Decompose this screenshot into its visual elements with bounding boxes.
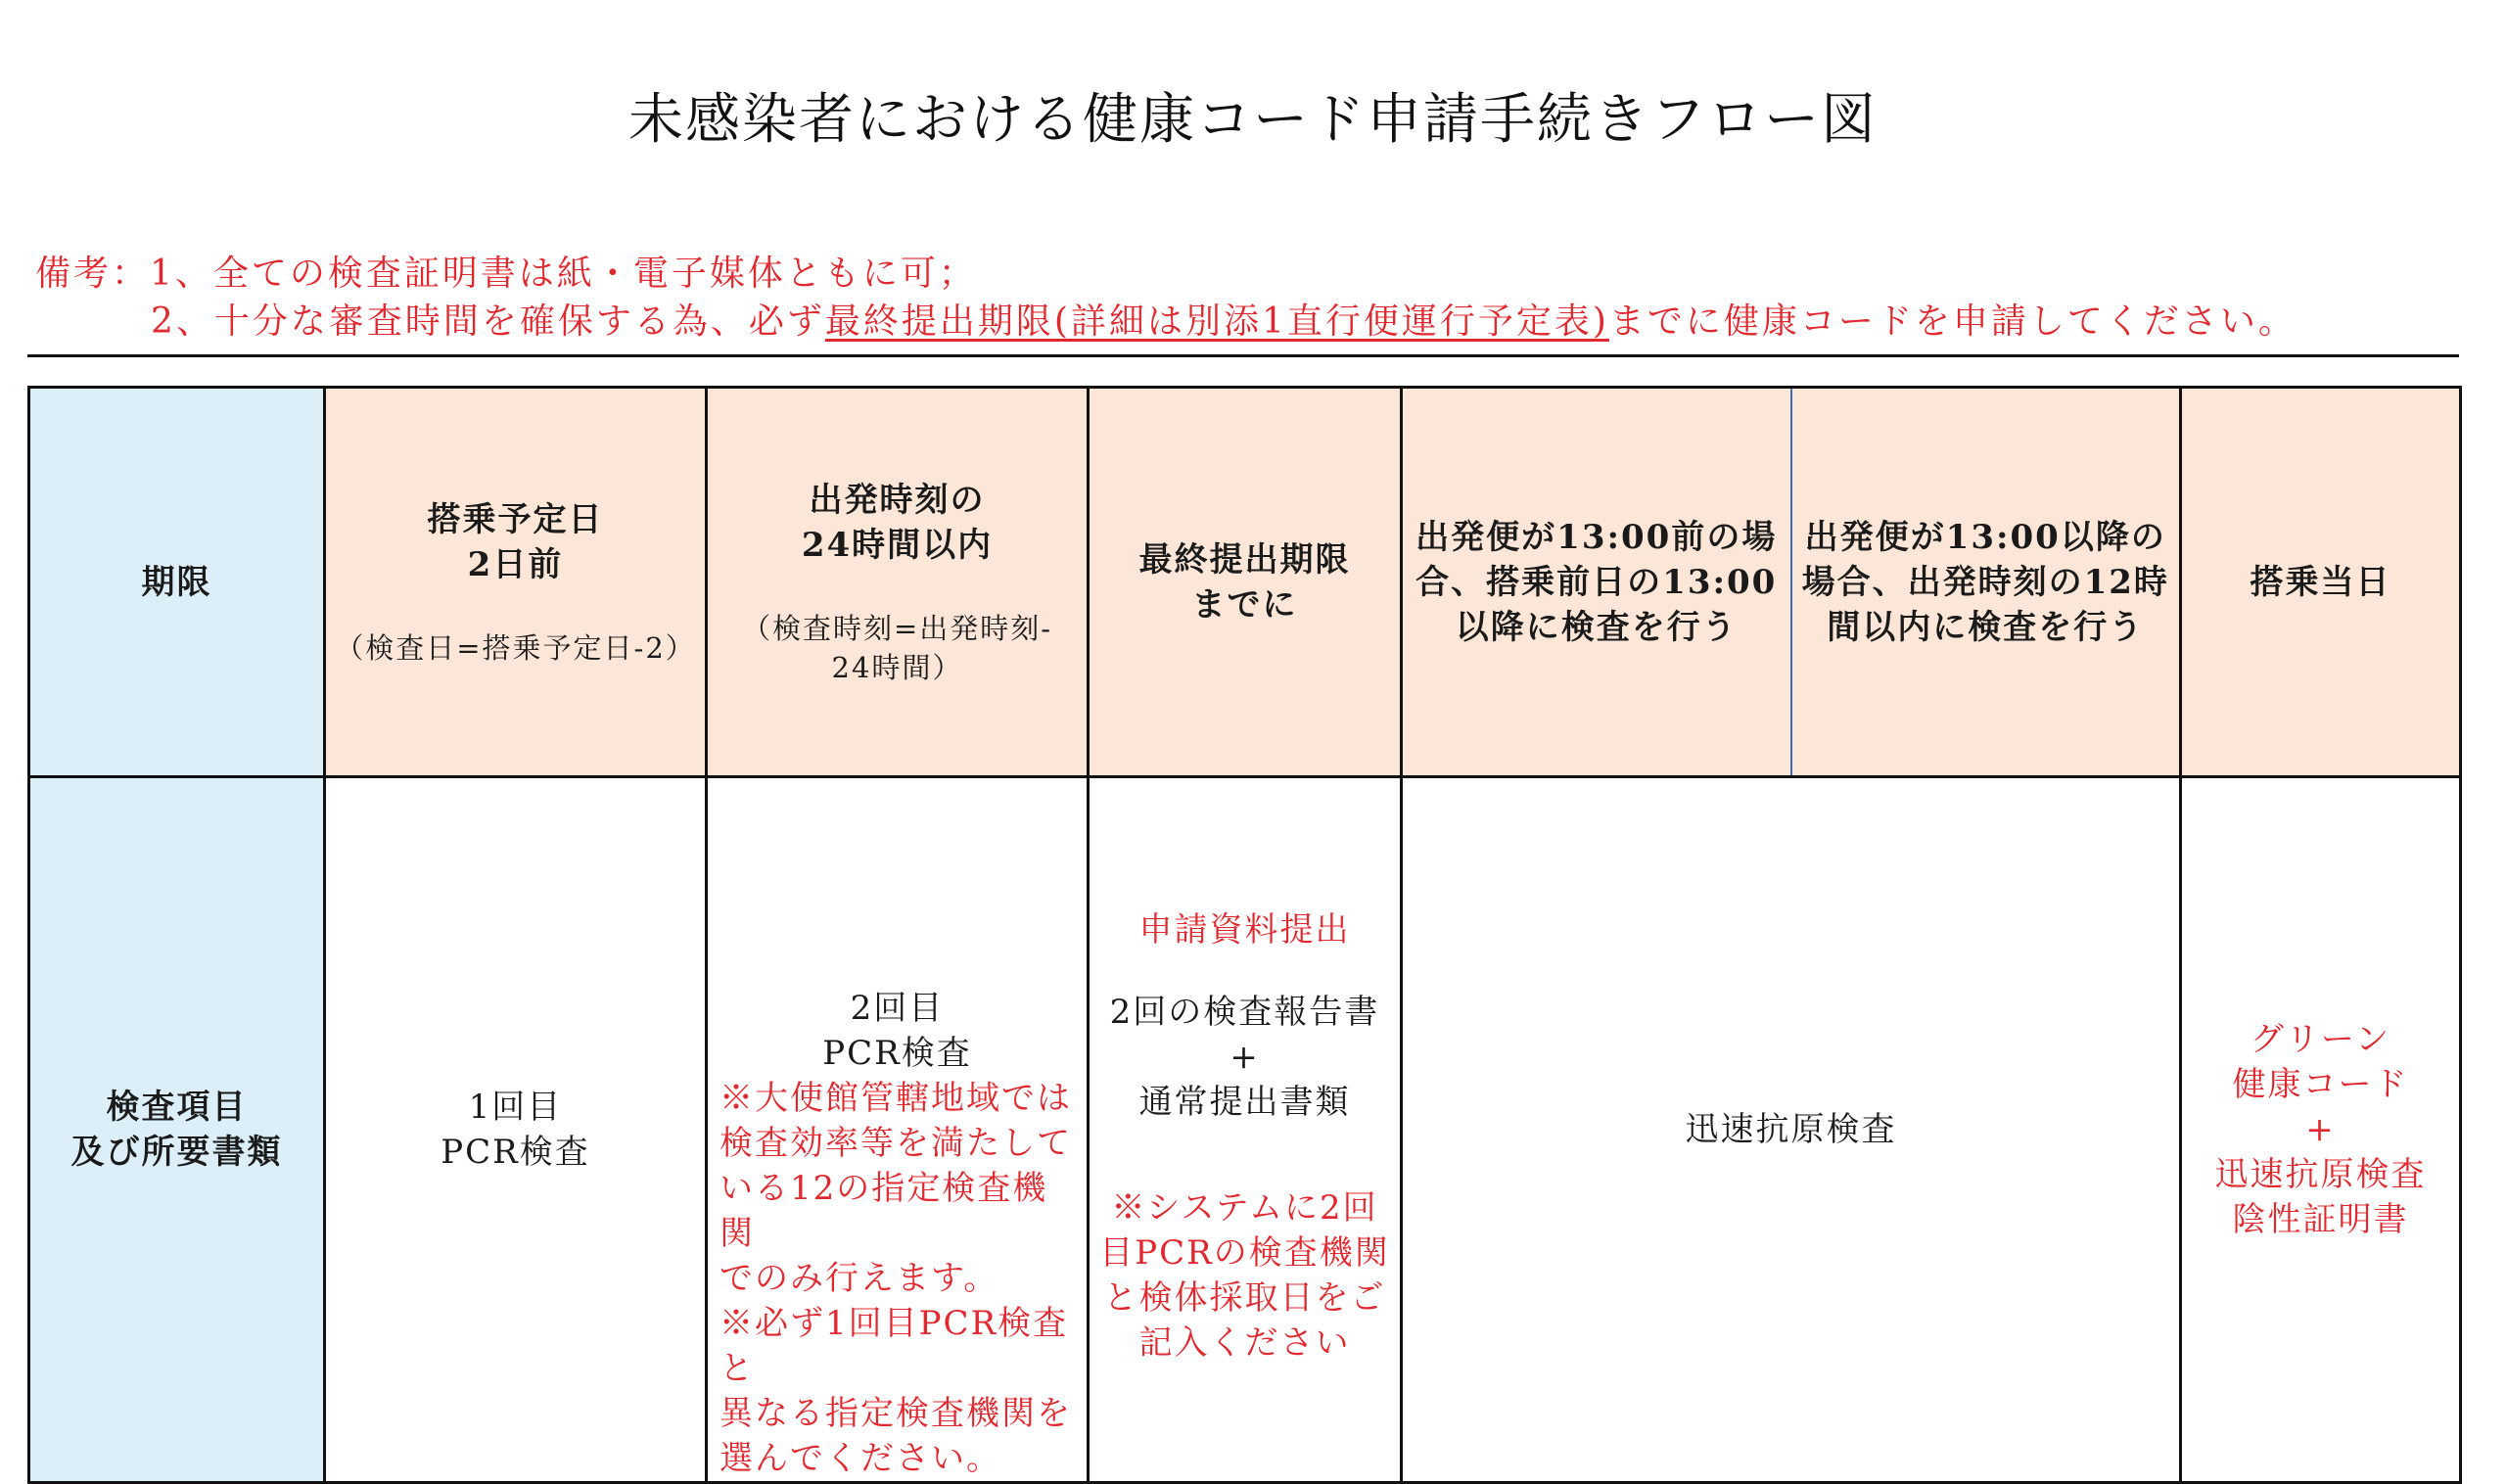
col2-line2: 24時間以内 — [801, 525, 994, 565]
note1-l1: ※大使館管轄地域では — [719, 1079, 1072, 1118]
note2-l1: ※必ず1回目PCR検査と — [719, 1304, 1069, 1388]
col1-sub: （検査日=搭乗予定日-2） — [335, 630, 696, 665]
period-row — [29, 388, 2461, 777]
col5-line1: 出発便が13:00以降の — [1804, 517, 2166, 557]
note1-l4: でのみ行えます。 — [719, 1259, 999, 1298]
note1-l3: いる12の指定検査機関 — [719, 1169, 1048, 1253]
remark-line-2-prefix: 2、十分な審査時間を確保する為、必ず — [151, 301, 825, 342]
remarks — [35, 250, 2463, 346]
row-header-items — [29, 777, 325, 1483]
col4-line3: 以降に検査を行う — [1455, 607, 1738, 647]
col1-line1: 搭乗予定日 — [427, 499, 604, 539]
note2-l3: 選んでください。 — [719, 1439, 1001, 1478]
col4-line1: 出発便が13:00前の場 — [1415, 517, 1778, 557]
col-final-deadline — [1089, 388, 1402, 777]
items-row — [29, 777, 2461, 1483]
flow-table — [27, 386, 2462, 1484]
col4-line2: 合、搭乗前日の13:00 — [1415, 562, 1778, 602]
col3-line1: 最終提出期限 — [1138, 539, 1351, 580]
col1-line2: 2日前 — [467, 544, 564, 584]
day-of-line3: 迅速抗原検査 — [2214, 1155, 2427, 1194]
cell-first-pcr — [325, 777, 707, 1483]
second-pcr-note-1 — [716, 1076, 1079, 1301]
submission-note-l2: 目PCRの検査機関 — [1099, 1233, 1390, 1273]
day-of-line4: 陰性証明書 — [2232, 1200, 2409, 1239]
flight-time-split-table — [1403, 389, 2179, 775]
second-pcr-line1: 2回目 — [850, 989, 945, 1028]
col-within-24h — [707, 388, 1089, 777]
col2-sub1: （検査時刻=出発時刻- — [741, 611, 1053, 645]
submission-note-l1: ※システムに2回 — [1111, 1188, 1378, 1228]
col-flight-time-split — [1402, 388, 2181, 777]
submission-note-l3: と検体採取日をご — [1103, 1278, 1386, 1318]
col3-line2: までに — [1191, 584, 1298, 625]
items-header-line2: 及び所要書類 — [70, 1133, 283, 1172]
row-header-period: 期限 — [29, 388, 325, 777]
submission-doc2: 通常提出書類 — [1138, 1083, 1351, 1122]
submission-heading: 申請資料提出 — [1138, 910, 1351, 950]
note2-l2: 異なる指定検査機関を — [719, 1394, 1072, 1433]
submission-note-l4: 記入ください — [1138, 1323, 1351, 1363]
first-pcr-line1: 1回目 — [468, 1088, 563, 1127]
divider-rule — [27, 354, 2459, 357]
day-of-plus: + — [2305, 1110, 2336, 1149]
col-day-of-boarding: 搭乗当日 — [2181, 388, 2461, 777]
items-header-line1: 検査項目 — [106, 1088, 248, 1127]
submission-doc1: 2回の検査報告書 — [1109, 993, 1380, 1032]
cell-second-pcr — [707, 777, 1089, 1483]
col5-line2: 場合、出発時刻の12時 — [1801, 562, 2169, 602]
second-pcr-note-2 — [716, 1301, 1079, 1481]
page-title: 未感染者における健康コード申請手続きフロー図 — [628, 88, 1878, 152]
note1-l2: 検査効率等を満たして — [719, 1124, 1072, 1163]
day-of-line1: グリーン — [2250, 1020, 2391, 1059]
col-after-1300 — [1791, 389, 2180, 775]
remark-line-2 — [35, 298, 2463, 346]
cell-day-of — [2181, 777, 2461, 1483]
remark-line-2-suffix: までに健康コードを申請してください。 — [1608, 301, 2297, 342]
first-pcr-line2: PCR検査 — [441, 1133, 590, 1172]
col5-line3: 間以内に検査を行う — [1827, 607, 2145, 647]
remark-line-1: 備考：1、全ての検査証明書は紙・電子媒体ともに可； — [35, 254, 977, 294]
submission-plus: + — [1230, 1038, 1260, 1077]
col-two-days-before — [325, 388, 707, 777]
day-of-line2: 健康コード — [2232, 1065, 2409, 1104]
col2-sub2: 24時間） — [831, 650, 963, 684]
final-deadline-reference: 最終提出期限(詳細は別添1直行便運行予定表) — [824, 301, 1609, 342]
second-pcr-line2: PCR検査 — [822, 1034, 972, 1073]
col-before-1300 — [1403, 389, 1791, 775]
cell-rapid-antigen: 迅速抗原検査 — [1402, 777, 2181, 1483]
col2-line1: 出発時刻の — [809, 480, 986, 520]
cell-submission — [1089, 777, 1402, 1483]
